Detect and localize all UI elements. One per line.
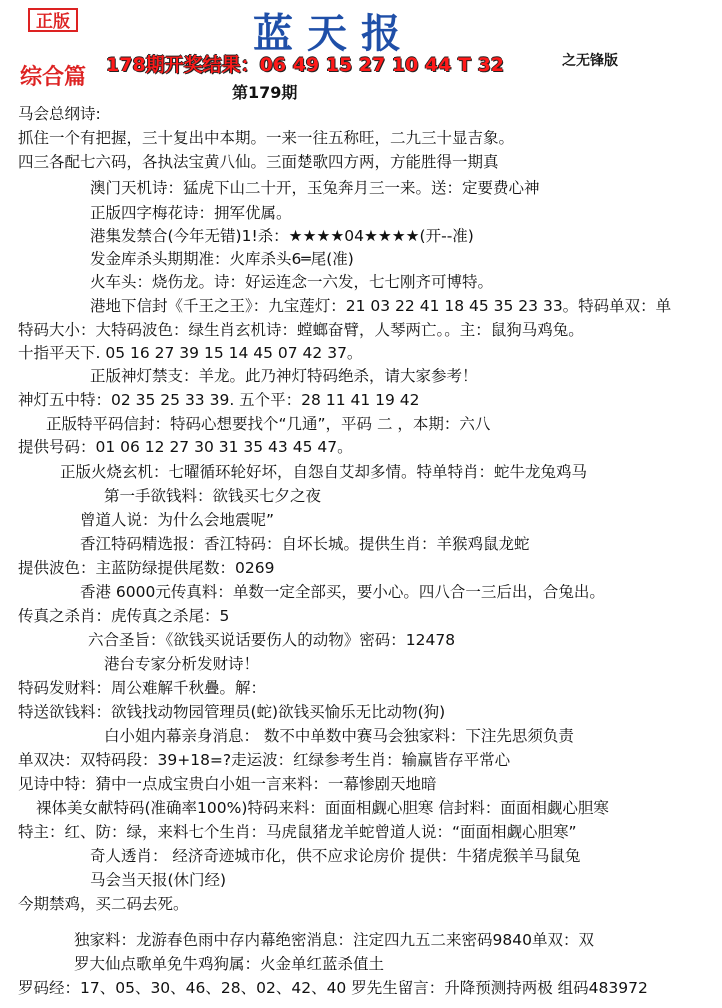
section-heading: 综合篇 [20, 64, 87, 90]
text-line: 神灯五中特：02 35 25 33 39. 五个平：28 11 41 19 42 [18, 391, 420, 409]
text-line: 马会总纲诗: [18, 105, 101, 123]
text-line: 特码大小：大特码波色：绿生肖玄机诗：螳螂奋臂，人琴两亡。。主：鼠狗马鸡兔。 [18, 321, 584, 339]
text-line: 六合圣旨：《欲钱买说话要伤人的动物》密码：12478 [88, 631, 456, 649]
text-line: 单双决：双特码段：39+18=?走运波：红绿参考生肖：输赢皆存平常心 [18, 751, 511, 769]
text-line: 港地下信封《千王之王》：九宝莲灯：21 03 22 41 18 45 35 23 33。特码单双：单 [90, 297, 672, 315]
text-line: 今期禁鸡，买二码去死。 [18, 895, 189, 913]
text-line: 特送欲钱料：欲钱找动物园管理员(蛇)欲钱买愉乐无比动物(狗) [18, 703, 446, 721]
text-line: 澳门天机诗：猛虎下山二十开，玉兔奔月三一来。送：定要费心神 [90, 179, 540, 197]
draw-result-banner: 178期开奖结果：06 49 15 27 10 44 T 32 [106, 54, 505, 76]
text-line: 正版四字梅花诗：拥军优属。 [90, 204, 292, 222]
genuine-stamp: 正版 [28, 8, 78, 32]
text-line: 特主：红、防：绿，来料七个生肖：马虎鼠猪龙羊蛇曾道人说：“面面相觑心胆寒” [18, 823, 577, 841]
text-line: 正版神灯禁支：羊龙。此乃神灯特码绝杀，请大家参考！ [90, 367, 478, 385]
edition-label: 之无锋版 [562, 53, 618, 69]
text-line: 曾道人说：为什么会地震呢” [80, 511, 275, 529]
text-line: 罗大仙点歌单免牛鸡狗属：火金单红蓝杀值土 [74, 955, 385, 973]
text-line: 裸体美女献特码(准确率100%)特码来料：面面相觑心胆寒 信封料：面面相觑心胆寒 [36, 799, 609, 817]
text-line: 马会当天报(休门经) [90, 871, 227, 889]
text-line: 见诗中特：猜中一点成宝贵白小姐一言来料：一幕惨剧天地暗 [18, 775, 437, 793]
text-line: 香港 6000元传真料：单数一定全部买，要小心。四八合一三后出，合兔出。 [80, 583, 605, 601]
text-line: 正版火烧玄机：七曜循环轮好坏，自怨自艾却多情。特单特肖：蛇牛龙兔鸡马 [60, 463, 588, 481]
text-line: 港集发禁合(今年无错)1!杀：★★★★04★★★★(开--准) [90, 227, 474, 245]
newspaper-title: 蓝天报 [253, 10, 415, 57]
text-line: 罗码经：17、05、30、46、28、02、42、40 罗先生留言：升降预测持两极 组码483972 [18, 979, 648, 997]
issue-number: 第179期 [232, 83, 298, 102]
text-line: 香江特码精选报：香江特码：自坏长城。提供生肖：羊猴鸡鼠龙蛇 [80, 535, 530, 553]
text-line: 四三各配七六码，各执法宝黄八仙。三面楚歌四方两，方能胜得一期真 [18, 153, 499, 171]
text-line: 第一手欲钱料：欲钱买七夕之夜 [104, 487, 322, 505]
text-line: 白小姐内幕亲身消息： 数不中单数中赛马会独家料：下注先思须负责 [104, 727, 574, 745]
text-line: 火车头：烧伤龙。诗：好运连念一六发，七七刚齐可博特。 [90, 273, 494, 291]
text-line: 提供号码：01 06 12 27 30 31 35 43 45 47。 [18, 438, 353, 456]
text-line: 港台专家分析发财诗！ [104, 655, 260, 673]
text-line: 独家料：龙游春色雨中存内幕绝密消息：注定四九五二来密码9840单双：双 [74, 931, 594, 949]
text-line: 抓住一个有把握，三十复出中本期。一来一往五称旺，二九三十显吉象。 [18, 129, 515, 147]
text-line: 提供波色：主蓝防绿提供尾数：0269 [18, 559, 275, 577]
text-line: 十指平天下. 05 16 27 39 15 14 45 07 42 37。 [18, 344, 363, 362]
text-line: 特码发财料：周公难解千秋疊。解： [18, 679, 267, 697]
text-line: 发金库杀头期期准：火库杀头6═尾(准) [90, 250, 354, 268]
text-line: 奇人透肖： 经济奇迹城市化，供不应求论房价 提供：牛猪虎猴羊马鼠兔 [90, 847, 581, 865]
text-line: 传真之杀肖：虎传真之杀尾：5 [18, 607, 230, 625]
text-line: 正版特平码信封：特码心想要找个“几通”，平码 二 ，本期：六八 [46, 415, 491, 433]
